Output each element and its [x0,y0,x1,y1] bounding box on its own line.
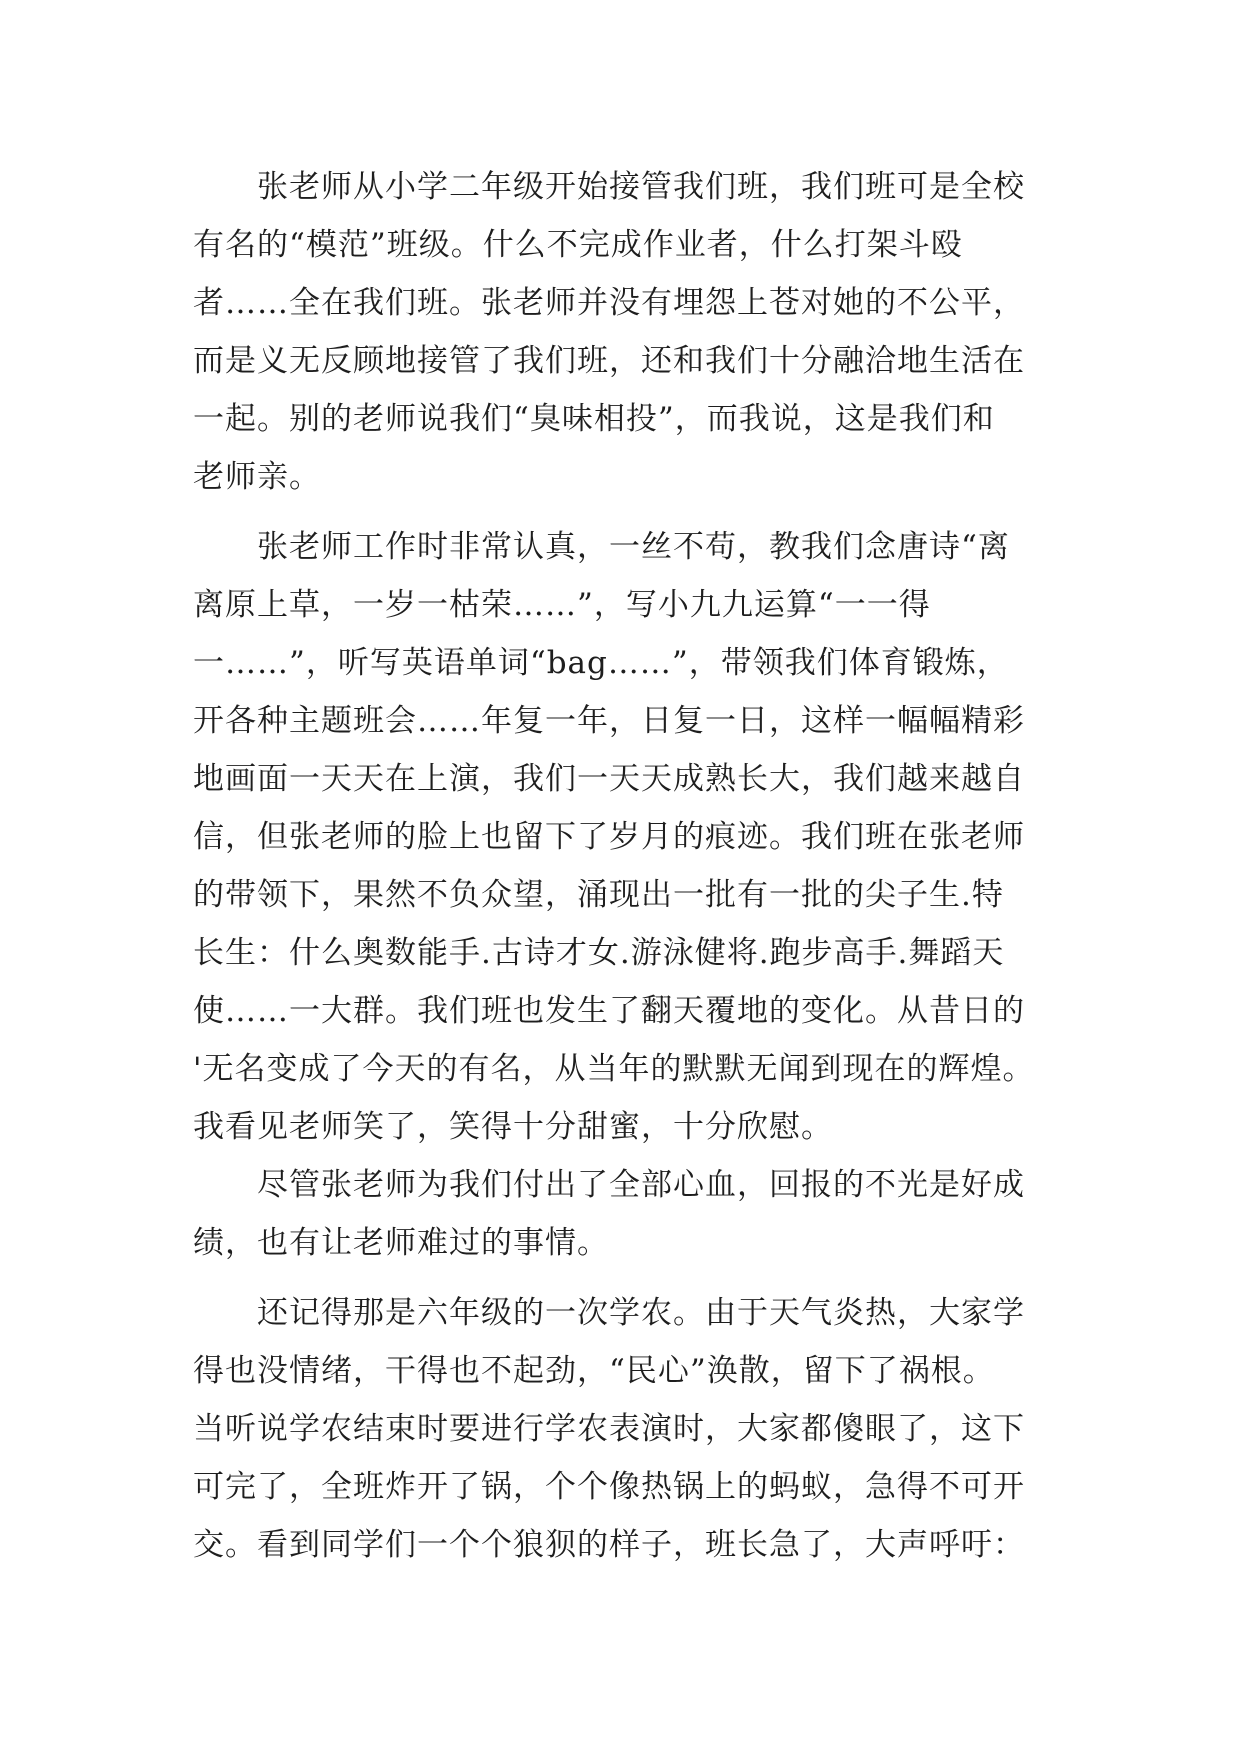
text-line: 张老师从小学二年级开始接管我们班，我们班可是全校 [193,169,1025,205]
document-body [193,158,1073,1574]
text-line: 尽管张老师为我们付出了全部心血，回报的不光是好成 [193,1167,1025,1203]
paragraph-2 [193,518,1073,1156]
text-line: 使……一大群。我们班也发生了翻天覆地的变化。从昔日的 [193,993,1025,1029]
text-line: 地画面一天天在上演，我们一天天成熟长大，我们越来越自 [193,761,1025,797]
text-line: 信，但张老师的脸上也留下了岁月的痕迹。我们班在张老师 [193,819,1025,855]
text-line: 有名的“模范”班级。什么不完成作业者，什么打架斗殴 [193,227,963,263]
text-line: 当听说学农结束时要进行学农表演时，大家都傻眼了，这下 [193,1411,1025,1447]
paragraph-1 [193,158,1073,506]
text-line: 而是义无反顾地接管了我们班，还和我们十分融洽地生活在 [193,343,1025,379]
text-line: 开各种主题班会……年复一年，日复一日，这样一幅幅精彩 [193,703,1025,739]
text-line: 我看见老师笑了，笑得十分甜蜜，十分欣慰。 [193,1109,833,1145]
text-line: 还记得那是六年级的一次学农。由于天气炎热，大家学 [193,1295,1025,1331]
text-line: 可完了，全班炸开了锅，个个像热锅上的蚂蚁，急得不可开 [193,1469,1025,1505]
text-line: 离原上草，一岁一枯荣……”，写小九九运算“一一得 [193,587,931,623]
text-line: 绩，也有让老师难过的事情。 [193,1225,609,1261]
text-line: 老师亲。 [193,459,321,495]
paragraph-4 [193,1284,1073,1574]
text-line: 的带领下，果然不负众望，涌现出一批有一批的尖子生.特 [193,877,1004,913]
text-line: 得也没情绪，干得也不起劲，“民心”涣散，留下了祸根。 [193,1353,995,1389]
text-line: 张老师工作时非常认真，一丝不苟，教我们念唐诗“离 [193,529,1010,565]
text-line: 交。看到同学们一个个狼狈的样子，班长急了，大声呼吁： [193,1527,1025,1563]
text-line: 者……全在我们班。张老师并没有埋怨上苍对她的不公平， [193,285,1025,321]
text-line: 一……”，听写英语单词“bag……”，带领我们体育锻炼， [193,645,1009,681]
text-line: '无名变成了今天的有名，从当年的默默无闻到现在的辉煌。 [193,1051,1035,1087]
paragraph-spacer [193,1272,1073,1284]
text-line: 长生：什么奥数能手.古诗才女.游泳健将.跑步高手.舞蹈天 [193,935,1005,971]
text-line: 一起。别的老师说我们“臭味相投”，而我说，这是我们和 [193,401,995,437]
paragraph-spacer [193,506,1073,518]
paragraph-3 [193,1156,1073,1272]
